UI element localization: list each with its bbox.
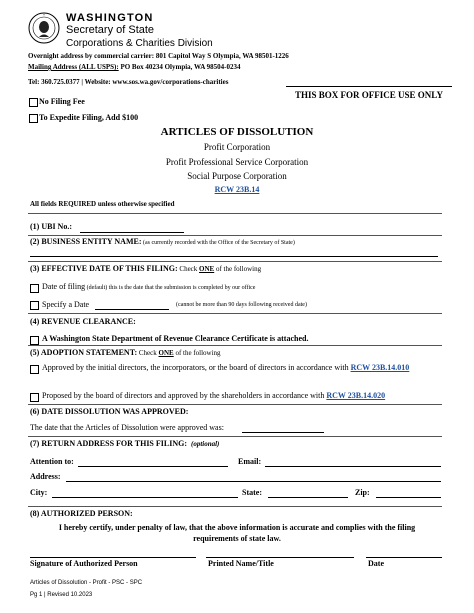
date-of-filing-checkbox[interactable] [30, 284, 39, 293]
date-label: Date [368, 559, 384, 568]
printed-name-input[interactable] [206, 557, 354, 558]
zip-label: Zip: [355, 488, 370, 497]
entity-name-input[interactable] [30, 256, 438, 257]
state-label: State: [242, 488, 262, 497]
specify-date-checkbox[interactable] [30, 301, 39, 310]
date-of-filing-row [42, 282, 255, 291]
divider [28, 506, 442, 507]
divider [28, 345, 442, 346]
city-label: City: [30, 488, 48, 497]
form-title: ARTICLES OF DISSOLUTION [160, 126, 314, 138]
adoption-heading: (5) ADOPTION STATEMENT: [30, 348, 138, 357]
title-line-3: Social Purpose Corporation [187, 171, 287, 181]
adoption-check: Check [137, 349, 159, 357]
certify-line-1: I hereby certify, under penalty of law, that the above information is accurate and complies with the filing [58, 523, 416, 532]
adoption-opt2-label: Proposed by the board of directors and approved by the shareholders in accordance with [42, 391, 327, 400]
title-line-1: Profit Corporation [203, 142, 271, 152]
revenue-cert-label: A Washington State Department of Revenue Clearance Certificate is attached. [42, 334, 309, 343]
adoption-one: ONE [158, 349, 174, 357]
signature-input[interactable] [30, 557, 196, 558]
ubi-label: (1) UBI No.: [30, 222, 72, 231]
divider [28, 213, 442, 214]
required-note: All fields REQUIRED unless otherwise specified [30, 200, 175, 208]
date-approved-text: The date that the Articles of Dissolution were approved was: [30, 423, 224, 432]
revenue-cert-checkbox[interactable] [30, 336, 39, 345]
zip-input[interactable] [376, 497, 441, 498]
attention-input[interactable] [78, 466, 228, 467]
divider [28, 313, 442, 314]
header-state: WASHINGTON [66, 12, 154, 24]
state-input[interactable] [268, 497, 348, 498]
signature-label: Signature of Authorized Person [30, 559, 138, 568]
expedite-checkbox[interactable] [29, 114, 38, 123]
divider [28, 235, 442, 236]
date-approved-heading: (6) DATE DISSOLUTION WAS APPROVED: [30, 407, 189, 416]
divider [28, 261, 442, 262]
date-of-filing-note: (default) this is the date that the submission is completed by our office [85, 285, 256, 291]
adoption-opt1-row [42, 363, 409, 372]
date-of-filing-label: Date of filing [42, 282, 86, 291]
mailing-label: Mailing Address (ALL USPS): [28, 63, 119, 71]
email-label: Email: [238, 457, 262, 466]
specify-date-note: (cannot be more than 90 days following received date) [176, 302, 307, 308]
mailing-address [28, 63, 241, 71]
adoption-opt2-row [42, 391, 385, 400]
city-input[interactable] [52, 497, 238, 498]
attention-label: Attention to: [30, 457, 74, 466]
adoption-opt2-checkbox[interactable] [30, 393, 39, 402]
state-seal-logo [28, 12, 60, 44]
address-input[interactable] [66, 481, 441, 482]
optional-label: (optional) [191, 440, 220, 448]
date-approved-input[interactable] [242, 432, 324, 433]
return-address-heading: (7) RETURN ADDRESS FOR THIS FILING: [30, 439, 187, 448]
footer-page-info: Pg 1 | Revised 10.2023 [30, 592, 93, 598]
divider [28, 436, 442, 437]
entity-name-heading: (2) BUSINESS ENTITY NAME: [30, 237, 142, 246]
specify-date-label: Specify a Date [42, 300, 90, 309]
date-input[interactable] [366, 557, 442, 558]
printed-name-label: Printed Name/Title [208, 559, 274, 568]
rcw-link-text[interactable]: RCW 23B.14 [214, 185, 260, 194]
adoption-opt2-rcw-link[interactable]: RCW 23B.14.020 [326, 391, 386, 400]
adoption-opt1-label: Approved by the initial directors, the incorporators, or the board of directors in accordance with [42, 363, 351, 372]
return-address-heading-row [30, 439, 219, 448]
divider [28, 404, 442, 405]
adoption-opt1-rcw-link[interactable]: RCW 23B.14.010 [350, 363, 410, 372]
certify-line-2: requirements of state law. [193, 534, 281, 543]
mailing-value: PO Box 40234 Olympia, WA 98504-0234 [118, 63, 241, 71]
address-label: Address: [30, 472, 61, 481]
rcw-link[interactable] [0, 185, 474, 194]
adoption-opt1-checkbox[interactable] [30, 365, 39, 374]
effective-date-heading-row [30, 264, 261, 273]
authorized-heading: (8) AUTHORIZED PERSON: [30, 509, 133, 518]
expedite-label: To Expedite Filing, Add $100 [39, 113, 139, 122]
effective-one: ONE [199, 265, 215, 273]
no-filing-fee-label: No Filing Fee [39, 97, 85, 106]
adoption-heading-row [30, 348, 221, 357]
adoption-rest: of the following [173, 349, 221, 357]
ubi-input[interactable] [80, 232, 184, 233]
effective-rest: of the following [214, 265, 262, 273]
contact-line: Tel: 360.725.0377 | Website: www.sos.wa.gov/corporations-charities [28, 78, 229, 86]
header-office: Secretary of State [66, 24, 155, 36]
office-use-label: THIS BOX FOR OFFICE USE ONLY [295, 90, 443, 100]
header-division: Corporations & Charities Division [66, 38, 213, 49]
effective-date-heading: (3) EFFECTIVE DATE OF THIS FILING: [30, 264, 178, 273]
entity-name-label [30, 237, 295, 246]
specify-date-input[interactable] [95, 309, 169, 310]
entity-name-note: (as currently recorded with the Office of the Secretary of State) [141, 240, 295, 246]
title-line-2: Profit Professional Service Corporation [165, 157, 309, 167]
effective-check: Check [177, 265, 200, 273]
revenue-heading: (4) REVENUE CLEARANCE: [30, 317, 136, 326]
overnight-address: Overnight address by commercial carrier: 801 Capitol Way S Olympia, WA 98501-1226 [28, 52, 289, 60]
no-filing-fee-checkbox[interactable] [29, 98, 38, 107]
email-input[interactable] [265, 466, 441, 467]
footer-form-name: Articles of Dissolution - Profit - PSC - SPC [30, 580, 143, 586]
